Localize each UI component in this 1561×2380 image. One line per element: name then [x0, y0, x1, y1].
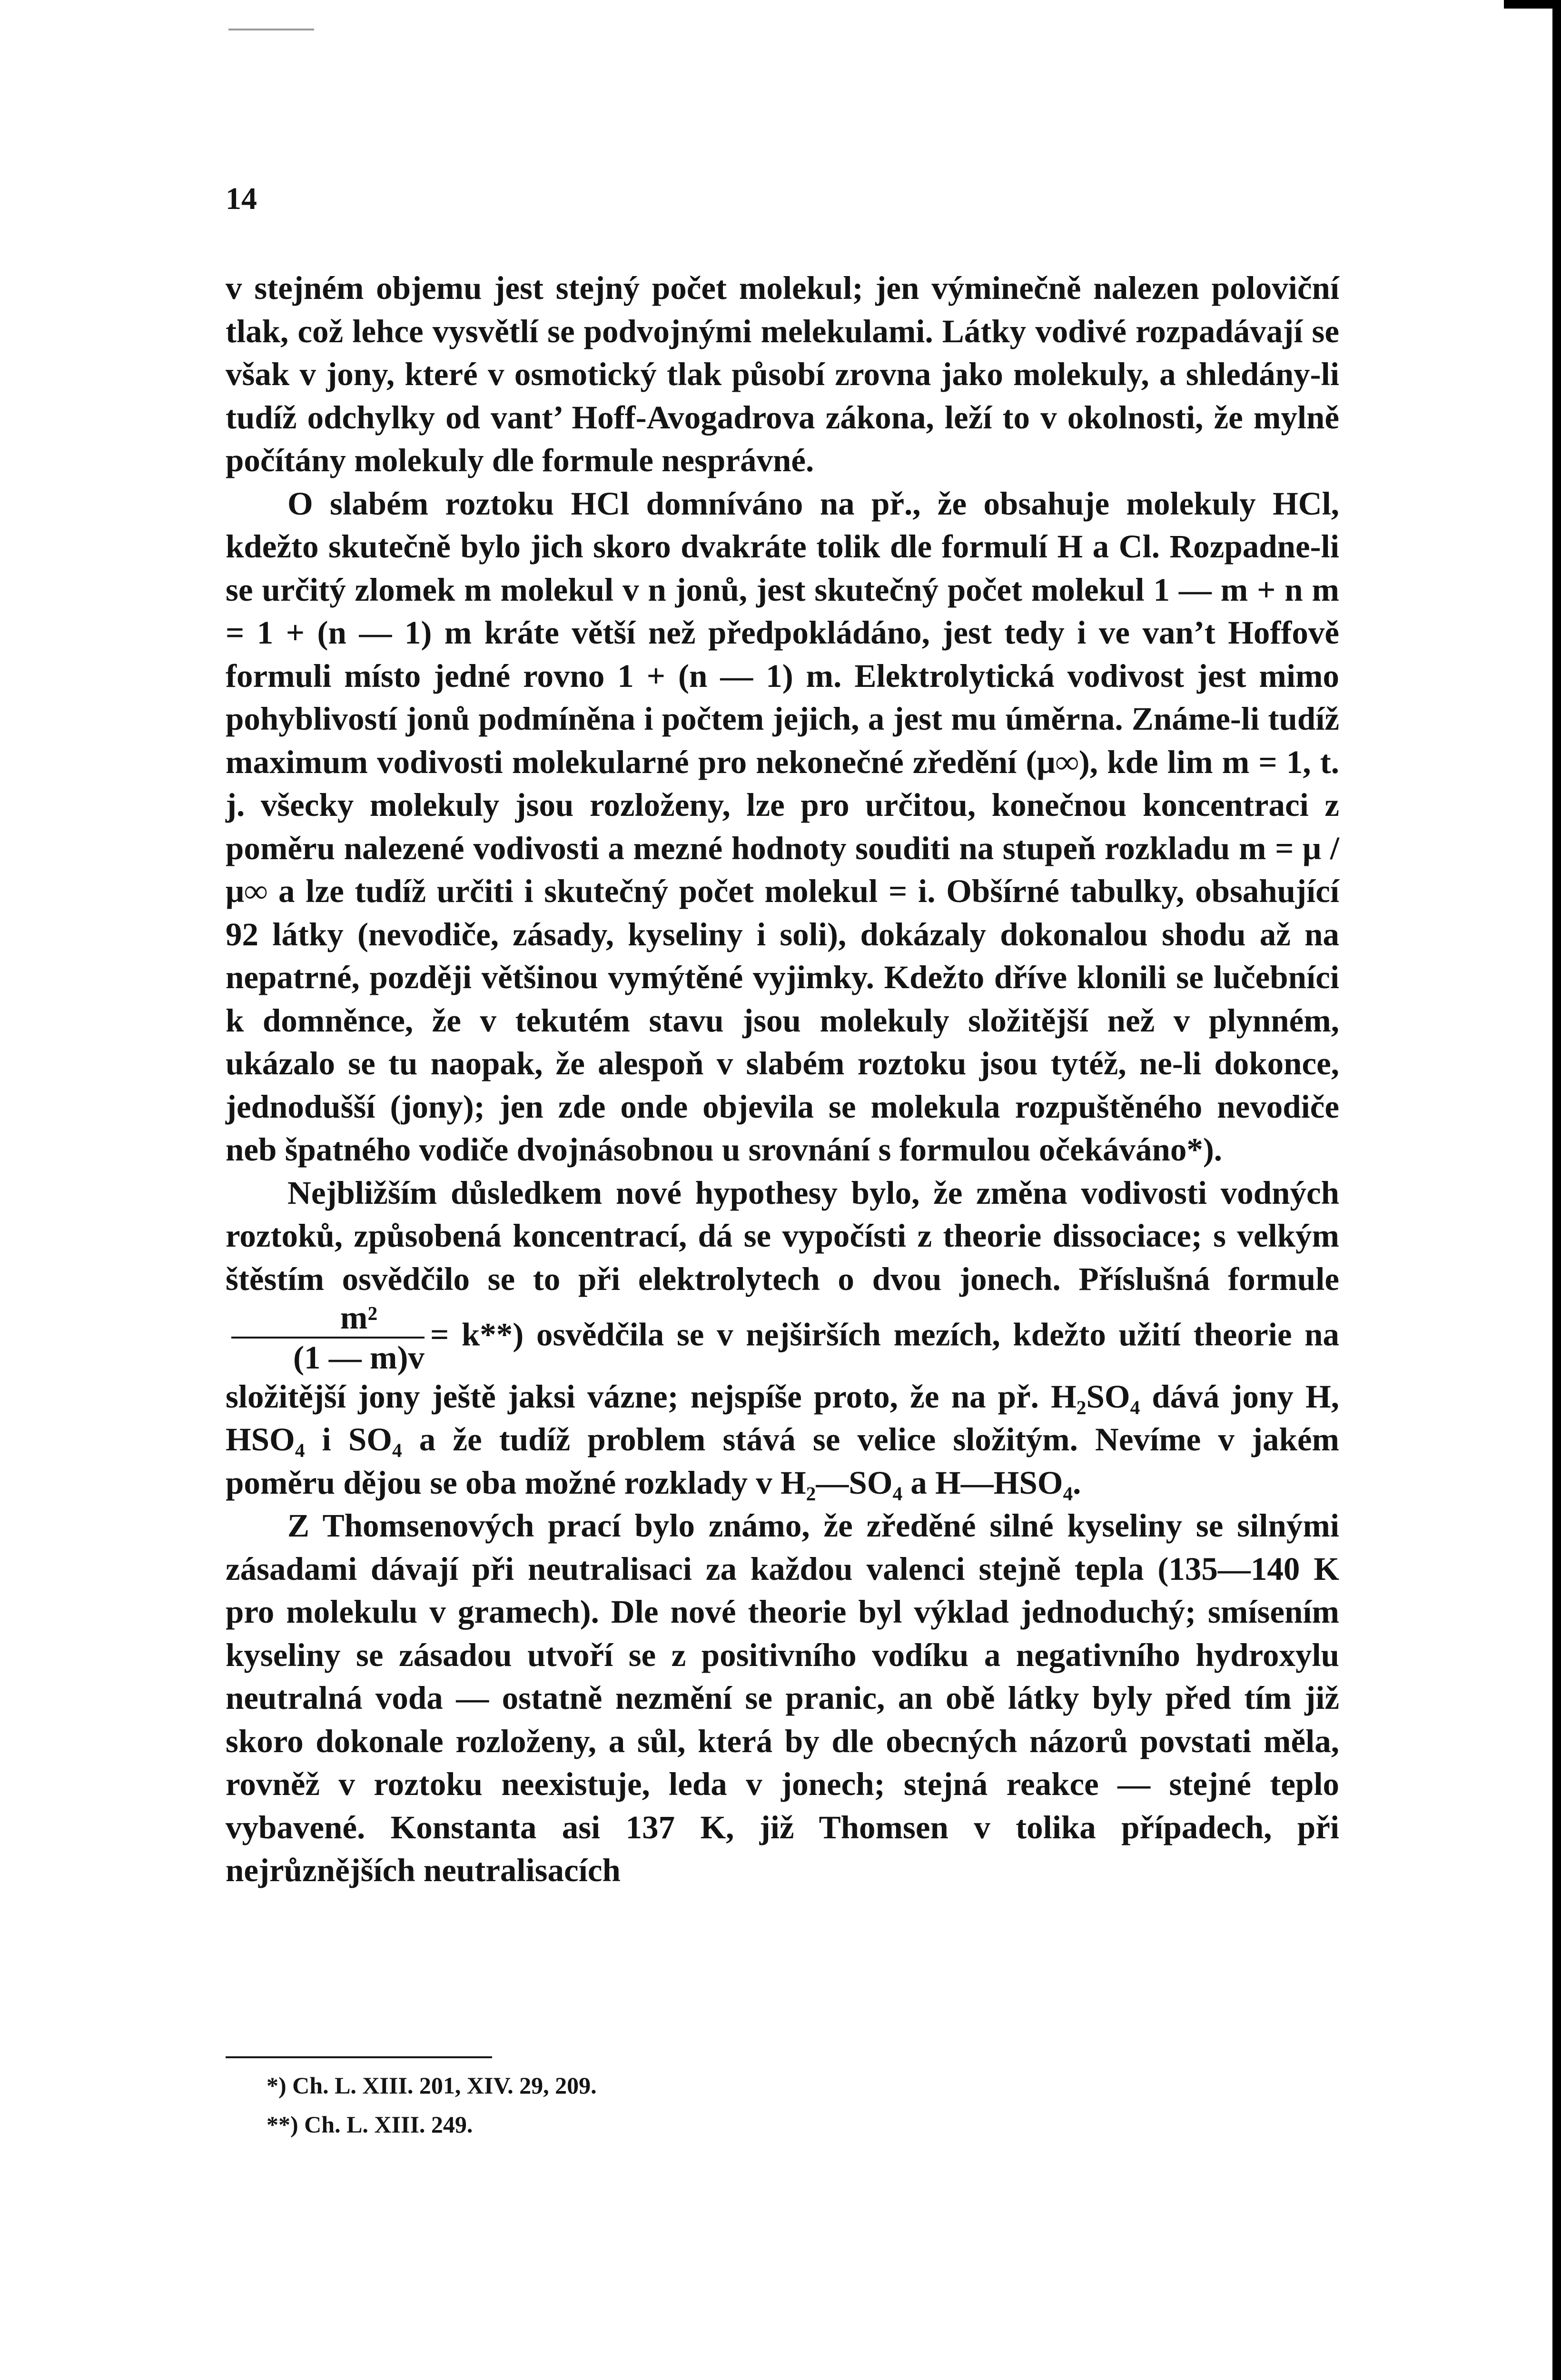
- paragraph-4: Z Thomsenových prací bylo známo, že zředěné silné kyseliny se silnými zásadami dávají při neutralisaci za každou valenci stejně tepla (135—140 K pro molekulu v gramech). Dle nové theorie byl výklad jednoduchý; smísením kyseliny se zásadou utvoří se z positivního vodíku a negativního hydroxylu neutralná voda — ostatně nezmění se pranic, an obě látky byly před tím již skoro dokonale rozloženy, a sůl, která by dle obecných názorů povstati měla, rovněž v roztoku neexistuje, leda v jonech; stejná reakce — stejné teplo vybavené. Konstanta asi 137 K, již Thomsen v tolika případech, při nejrůznějších neutralisacích: [226, 1507, 1339, 1889]
- paragraph-2: O slabém roztoku HCl domníváno na př., že obsahuje molekuly HCl, kdežto skutečně bylo jich skoro dvakráte tolik dle formulí H a Cl. Rozpadne-li se určitý zlomek m molekul v n jonů, jest skutečný počet molekul 1 — m + n m = 1 + (n — 1) m kráte větší než předpokládáno, jest tedy i ve van’t Hoffově formuli místo jedné rovno 1 + (n — 1) m. Elektrolytická vodivost jest mimo pohyblivostí jonů podmíněna i počtem jejich, a jest mu úměrna. Známe-li tudíž maximum vodivosti molekularné pro nekonečné zředění (μ∞), kde lim m = 1, t. j. všecky molekuly jsou rozloženy, lze pro určitou, konečnou koncentraci z poměru nalezené vodivosti a mezné hodnoty souditi na stupeň rozkladu m = μ / μ∞ a lze tudíž určiti i skutečný počet molekul = i. Obšírné tabulky, obsahující 92 látky (nevodiče, zásady, kyseliny i soli), dokázaly dokonalou shodu až na nepatrné, později většinou vymýtěné vyjimky. Kdežto dříve klonili se lučebníci k domněnce, že v tekutém stavu jsou molekuly složitější než v plynném, ukázalo se tu naopak, že alespoň v slabém roztoku jsou tytéž, ne-li dokonce, jednodušší (jony); jen zde onde objevila se molekula rozpuštěného nevodiče neb špatného vodiče dvojnásobnou u srovnání s formulou očekáváno*).: [226, 485, 1339, 1168]
- paragraph-3-end: = k**) osvědčila se v nejširších mezích, kdežto užití theorie na složitější jony ještě jaksi vázne; nejspíše proto, že na př. H₂SO₄ dává jony H, HSO₄ i SO₄ a že tudíž problem stává se velice složitým. Nevíme v jakém poměru dějou se oba možné rozklady v H₂—SO₄ a H—HSO₄.: [226, 1316, 1339, 1501]
- formula-denominator: (1 — m)v: [293, 1339, 425, 1376]
- footnote-rule: [226, 2056, 492, 2058]
- main-text: [226, 267, 1339, 1892]
- formula-numerator: m²: [231, 1300, 425, 1339]
- paragraph-3: [226, 1171, 1339, 1505]
- formula-fraction: [231, 1300, 425, 1375]
- scan-border-right: [1552, 0, 1561, 2380]
- paragraph-1: v stejném objemu jest stejný počet molekul; jen výminečně nalezen poloviční tlak, což lehce vysvětlí se podvojnými melekulami. Látky vodivé rozpadávají se však v jony, které v osmotický tlak působí zrovna jako molekuly, a shledány-li tudíž odchylky od vant’ Hoff-Avogadrova zákona, leží to v okolnosti, že mylně počítány molekuly dle formule nesprávné.: [226, 270, 1339, 478]
- footnote-1: *) Ch. L. XIII. 201, XIV. 29, 209.: [267, 2072, 597, 2099]
- footnote-2: **) Ch. L. XIII. 249.: [267, 2111, 473, 2138]
- scan-mark: [228, 29, 314, 30]
- footnotes: [267, 2066, 597, 2144]
- paragraph-3-start: Nejbližším důsledkem nové hypothesy bylo, že změna vodivosti vodných roztoků, způsobená koncentrací, dá se vypočísti z theorie dissociace; s velkým štěstím osvědčilo se to při elektrolytech o dvou jonech. Příslušná formule: [226, 1174, 1339, 1297]
- scan-border-top: [1504, 0, 1561, 9]
- page-number: 14: [226, 181, 257, 216]
